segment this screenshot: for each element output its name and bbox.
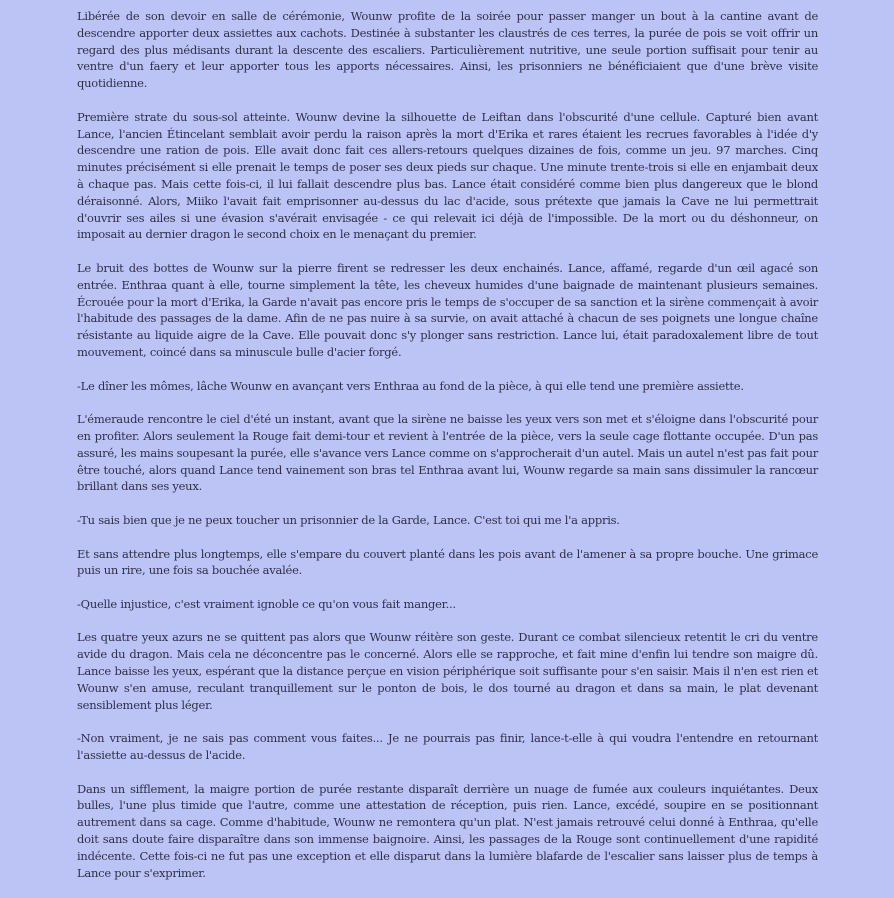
paragraph: Les quatre yeux azurs ne se quittent pas alors que Wounw réitère son geste. Durant ce combat silencieux retentit le cri du ventre avide du dragon. Mais cela ne déconcentre pas le concerné. Alors elle se rapproche, et fait mine d'enfin lui tendre son maigre dû. Lance baisse les yeux, espérant que la distance perçue en vision périphérique soit suffisante pour s'en saisir. Mais il n'en est rien et Wounw s'en amuse, reculant tranquillement sur le ponton de bois, le dos tourné au dragon et dans sa main, le plat devenant sensiblement plus léger. <box>77 630 818 712</box>
paragraph: Première strate du sous-sol atteinte. Wounw devine la silhouette de Leiftan dans l'obscurité d'une cellule. Capturé bien avant Lance, l'ancien Étincelant semblait avoir perdu la raison après la mort d'Erika et rares étaient les recrues favorables à l'idée d'y descendre une ration de pois. Elle avait donc fait ces allers-retours quelques dizaines de fois, comme un jeu. 97 marches. Cinq minutes précisément si elle prenait le temps de poser ses deux pieds sur chaque. Une minute trente-trois si elle en enjambait deux à chaque pas. Mais cette fois-ci, il lui fallait descendre plus bas. Lance était considéré comme bien plus dangereux que le blond déraisonné. Alors, Miiko l'avait fait emprisonner au-dessus du lac d'acide, sous prétexte que jamais la Cave ne lui permettrait d'ouvrir ses ailes si une évasion s'avérait envisagée - ce qui relevait ici déjà de l'impossible. De la mort ou du déshonneur, on imposait au dernier dragon le second choix en le menaçant du premier. <box>77 109 818 242</box>
story-text <box>77 8 818 898</box>
paragraph: L'émeraude rencontre le ciel d'été un instant, avant que la sirène ne baisse les yeux vers son met et s'éloigne dans l'obscurité pour en profiter. Alors seulement la Rouge fait demi-tour et revient à l'entrée de la pièce, vers la seule cage flottante occupée. D'un pas assuré, les mains soupesant la purée, elle s'avance vers Lance comme on s'approcherait d'un autel. Mais un autel n'est pas fait pour être touché, alors quand Lance tend vainement son bras tel Enthraa avant lui, Wounw regarde sa main sans dissimuler la rancœur brillant dans ses yeux. <box>77 412 818 494</box>
dialogue-line: -Non vraiment, je ne sais pas comment vous faites... Je ne pourrais pas finir, lance-t-elle à qui voudra l'entendre en retournant l'assiette au-dessus de l'acide. <box>77 731 818 763</box>
dialogue-line: -Tu sais bien que je ne peux toucher un prisonnier de la Garde, Lance. C'est toi qui me l'a appris. <box>77 512 620 527</box>
paragraph: Dans un sifflement, la maigre portion de purée restante disparaît derrière un nuage de fumée aux couleurs inquiétantes. Deux bulles, l'une plus timide que l'autre, comme une attestation de réception, puis rien. Lance, excédé, soupire en se positionnant autrement dans sa cage. Comme d'habitude, Wounw ne remontera qu'un plat. N'est jamais retrouvé celui donné à Enthraa, qu'elle doit sans doute faire disparaître dans son immense baignoire. Ainsi, les passages de la Rouge sont continuellement d'une rapidité indécente. Cette fois-ci ne fut pas une exception et elle disparut dans la lumière blafarde de l'escalier sans laisser plus de temps à Lance pour s'exprimer. <box>77 781 818 880</box>
paragraph: Et sans attendre plus longtemps, elle s'empare du couvert planté dans les pois avant de l'amener à sa propre bouche. Une grimace puis un rire, une fois sa bouchée avalée. <box>77 546 818 578</box>
dialogue-line: -Le dîner les mômes, lâche Wounw en avançant vers Enthraa au fond de la pièce, à qui elle tend une première assiette. <box>77 378 744 393</box>
paragraph: Le bruit des bottes de Wounw sur la pierre firent se redresser les deux enchainés. Lance, affamé, regarde d'un œil agacé son entrée. Enthraa quant à elle, tourne simplement la tête, les cheveux humides d'une baignade de maintenant plusieurs semaines. Écrouée pour la mort d'Erika, la Garde n'avait pas encore pris le temps de s'occuper de sa sanction et la sirène commençait à avoir l'habitude des passages de la dame. Afin de ne pas nuire à sa survie, on avait attaché à chacun de ses poignets une longue chaîne résistante au liquide aigre de la Cave. Elle pouvait donc s'y plonger sans restriction. Lance lui, était paradoxalement libre de tout mouvement, coincé dans sa minuscule bulle d'acier forgé. <box>77 260 818 359</box>
paragraph: Libérée de son devoir en salle de cérémonie, Wounw profite de la soirée pour passer manger un bout à la cantine avant de descendre apporter deux assiettes aux cachots. Destinée à substanter les claustrés de ces terres, la purée de pois se voit offrir un regard des plus médisants durant la descente des escaliers. Particulièrement nutritive, une seule portion suffisait pour tenir au ventre d'un faery et leur apporter tous les apports nécessaires. Ainsi, les prisonniers ne bénéficiaient que d'une brève visite quotidienne. <box>77 9 818 91</box>
dialogue-line: -Quelle injustice, c'est vraiment ignoble ce qu'on vous fait manger... <box>77 596 456 611</box>
